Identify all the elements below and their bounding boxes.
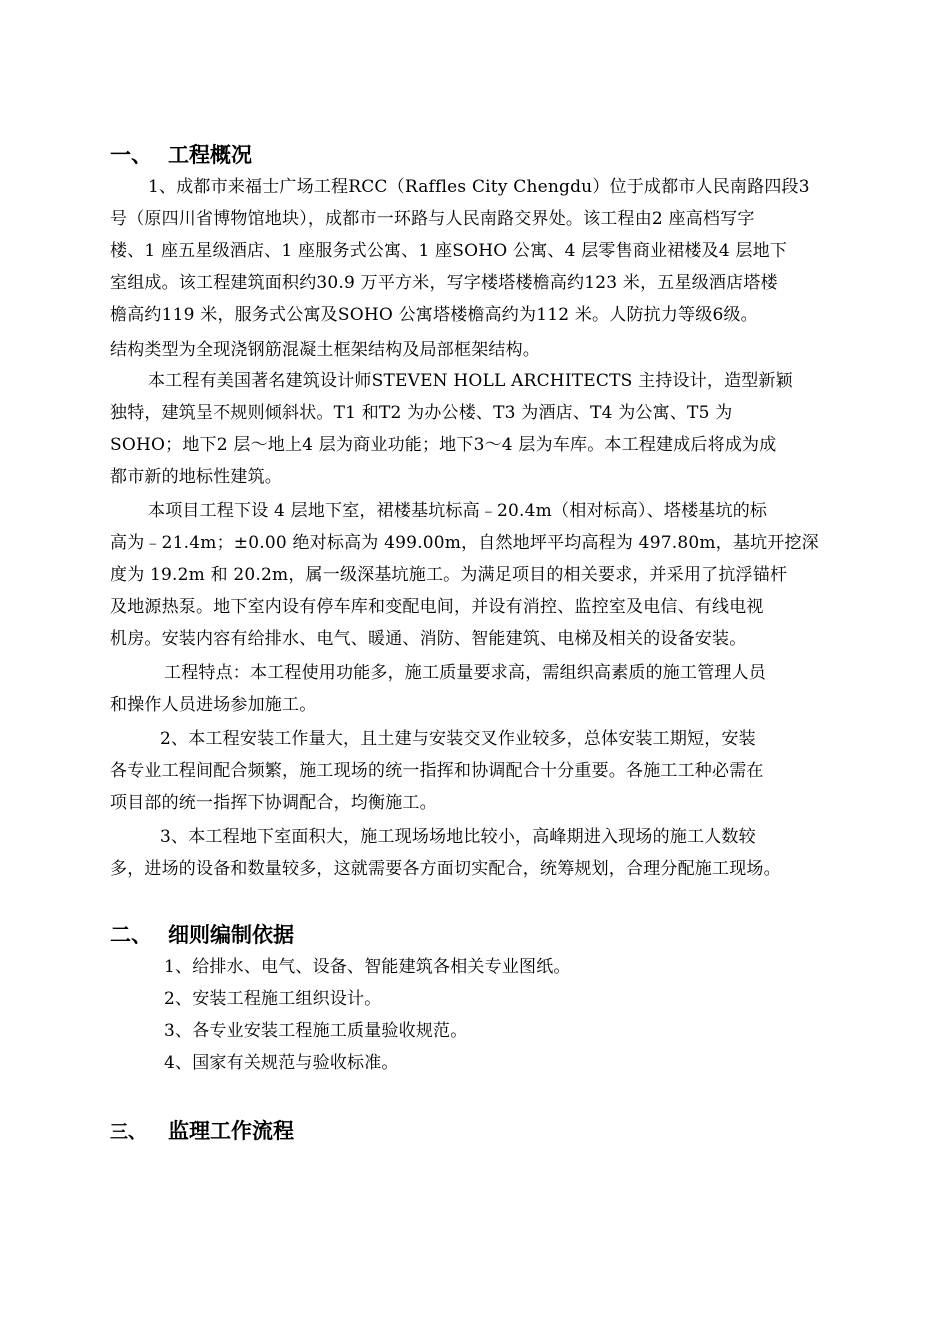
paragraph-line: 3、本工程地下室面积大，施工现场场地比较小，高峰期进入现场的施工人数较 (160, 827, 756, 847)
paragraph-line: 1、成都市来福士广场工程RCC（Raffles City Chengdu）位于成都市人民南路四段3 (148, 177, 810, 197)
section-title: 监理工作流程 (168, 1118, 294, 1143)
paragraph-line: 项目部的统一指挥下协调配合，均衡施工。 (110, 793, 437, 813)
section-number: 一、 (110, 142, 152, 167)
paragraph-line: 檐高约119 米，服务式公寓及SOHO 公寓塔楼檐高约为112 米。人防抗力等级6级。 (110, 305, 758, 325)
section-heading-workflow (110, 1118, 294, 1146)
paragraph-line: 2、本工程安装工作量大，且土建与安装交叉作业较多，总体安装工期短，安装 (160, 729, 756, 749)
section-title: 细则编制依据 (168, 922, 294, 947)
paragraph-line: 本项目工程下设 4 层地下室，裙楼基坑标高﹣20.4m（相对标高）、塔楼基坑的标 (148, 501, 768, 521)
paragraph-line: 本工程有美国著名建筑设计师STEVEN HOLL ARCHITECTS 主持设计，造型新颖 (148, 371, 793, 391)
paragraph-line: 都市新的地标性建筑。 (110, 467, 282, 487)
section-number: 二、 (110, 922, 152, 947)
paragraph-line: 及地源热泵。地下室内设有停车库和变配电间，并设有消控、监控室及电信、有线电视 (110, 597, 764, 617)
paragraph-line: 机房。安装内容有给排水、电气、暖通、消防、智能建筑、电梯及相关的设备安装。 (110, 629, 747, 649)
section-heading-basis (110, 922, 294, 948)
list-item: 2、安装工程施工组织设计。 (164, 989, 382, 1009)
paragraph-line: 多，进场的设备和数量较多，这就需要各方面切实配合，统筹规划，合理分配施工现场。 (110, 859, 781, 879)
paragraph-line: 各专业工程间配合频繁，施工现场的统一指挥和协调配合十分重要。各施工工种必需在 (110, 761, 764, 781)
paragraph-line: 和操作人员进场参加施工。 (110, 695, 317, 715)
section-number: 三、 (110, 1122, 146, 1143)
list-item: 3、各专业安装工程施工质量验收规范。 (164, 1021, 468, 1041)
section-title: 工程概况 (168, 142, 252, 167)
list-item: 1、给排水、电气、设备、智能建筑各相关专业图纸。 (164, 957, 571, 977)
paragraph-line: 结构类型为全现浇钢筋混凝土框架结构及局部框架结构。 (110, 340, 540, 360)
paragraph-line: SOHO；地下2 层～地上4 层为商业功能；地下3～4 层为车库。本工程建成后将成为成 (110, 435, 777, 455)
paragraph-line: 独特，建筑呈不规则倾斜状。T1 和T2 为办公楼、T3 为酒店、T4 为公寓、T5 为 (110, 403, 733, 423)
paragraph-line: 号（原四川省博物馆地块），成都市一环路与人民南路交界处。该工程由2 座高档写字 (110, 209, 755, 229)
paragraph-line: 楼、1 座五星级酒店、1 座服务式公寓、1 座SOHO 公寓、4 层零售商业裙楼及4 层地下 (110, 241, 788, 261)
paragraph-line: 度为 19.2m 和 20.2m，属一级深基坑施工。为满足项目的相关要求，并采用了抗浮锚杆 (110, 565, 788, 585)
paragraph-line: 室组成。该工程建筑面积约30.9 万平方米，写字楼塔楼檐高约123 米，五星级酒店塔楼 (110, 273, 778, 293)
paragraph-line: 高为﹣21.4m；±0.00 绝对标高为 499.00m，自然地坪平均高程为 497.80m，基坑开挖深 (110, 533, 819, 553)
paragraph-line: 工程特点：本工程使用功能多，施工质量要求高，需组织高素质的施工管理人员 (164, 663, 766, 683)
section-heading-overview (110, 142, 252, 168)
list-item: 4、国家有关规范与验收标准。 (164, 1053, 399, 1073)
